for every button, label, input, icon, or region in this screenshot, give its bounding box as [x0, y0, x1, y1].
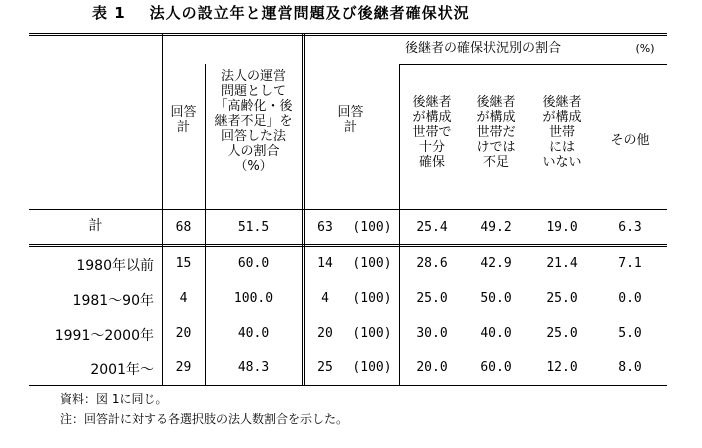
value-insufficient: 60.0 — [480, 360, 512, 375]
footnote: 注：回答計に対する各選択肢の法人数割合を示した。 — [60, 412, 349, 426]
row-label: 1981～90年 — [72, 293, 154, 309]
table-number: 表 1 — [92, 4, 126, 22]
respondents-a: 4 — [179, 291, 188, 306]
group-header-rule — [399, 64, 667, 65]
problem-share: 100.0 — [233, 291, 274, 306]
value-none: 21.4 — [546, 256, 578, 271]
col-header-none: 後継者 が構成 世帯 には いない — [542, 95, 582, 170]
row-label-total: 計 — [88, 218, 103, 234]
header-bottom-rule — [29, 209, 667, 210]
respondents-a: 20 — [175, 326, 192, 341]
value-sufficient: 28.6 — [416, 256, 448, 271]
value-other: 5.0 — [618, 326, 642, 341]
successor-group-header: 後継者の確保状況別の割合 — [405, 41, 562, 56]
respondents-header-a: 回答 計 — [170, 105, 197, 135]
row-label: 2001年～ — [90, 362, 154, 378]
respondents-a: 29 — [175, 360, 192, 375]
table-title — [92, 2, 470, 23]
problem-share: 60.0 — [237, 256, 270, 271]
respondents-b: 14 — [317, 256, 333, 271]
value-sufficient: 25.0 — [416, 291, 448, 306]
value-insufficient: 40.0 — [480, 326, 512, 341]
value-none: 12.0 — [546, 360, 578, 375]
respondents-b: 25 — [317, 360, 333, 375]
source-note: 資料：図 1に同じ。 — [60, 392, 168, 406]
total-value-insufficient: 49.2 — [480, 220, 512, 235]
data-table — [29, 33, 667, 386]
total-value-none: 19.0 — [546, 220, 578, 235]
value-other: 0.0 — [618, 291, 642, 306]
respondents-header-b: 回答 計 — [337, 105, 364, 135]
col-divider-4 — [399, 64, 400, 386]
bottom-rule — [29, 385, 667, 386]
total-value-sufficient: 25.4 — [416, 220, 448, 235]
problem-share-header: 法人の運営 問題として 「高齢化・後 継者不足」を 回答した法 人の割合 （%） — [214, 69, 293, 174]
respondents-a: 15 — [175, 256, 192, 271]
row-label: 1991～2000年 — [54, 328, 154, 344]
table-caption: 法人の設立年と運営問題及び後継者確保状況 — [149, 4, 470, 22]
base: (100) — [352, 256, 392, 271]
total-problem-share: 51.5 — [237, 220, 270, 235]
respondents-b: 20 — [317, 326, 333, 341]
col-header-other: その他 — [610, 133, 650, 148]
col-header-sufficient: 後継者 が構成 世帯で 十分 確保 — [412, 95, 452, 170]
row-label: 1980年以前 — [76, 258, 154, 274]
base: (100) — [352, 291, 392, 306]
col-header-insufficient: 後継者 が構成 世帯だ けでは 不足 — [476, 95, 516, 170]
respondents-b: 4 — [321, 291, 329, 306]
value-none: 25.0 — [546, 291, 578, 306]
problem-share: 48.3 — [237, 360, 270, 375]
total-base: (100) — [352, 220, 392, 235]
base: (100) — [352, 326, 392, 341]
value-sufficient: 20.0 — [416, 360, 448, 375]
value-sufficient: 30.0 — [416, 326, 448, 341]
value-other: 7.1 — [618, 256, 642, 271]
problem-share: 40.0 — [237, 326, 270, 341]
top-rule — [29, 33, 667, 36]
value-insufficient: 50.0 — [480, 291, 512, 306]
base: (100) — [352, 360, 392, 375]
value-none: 25.0 — [546, 326, 578, 341]
col-divider-3 — [302, 33, 305, 386]
total-respondents-a: 68 — [175, 220, 192, 235]
total-row-rule — [29, 244, 667, 247]
unit-label: (%) — [635, 42, 655, 55]
total-value-other: 6.3 — [618, 220, 642, 235]
total-respondents-b: 63 — [317, 220, 333, 235]
value-insufficient: 42.9 — [480, 256, 512, 271]
value-other: 8.0 — [618, 360, 642, 375]
